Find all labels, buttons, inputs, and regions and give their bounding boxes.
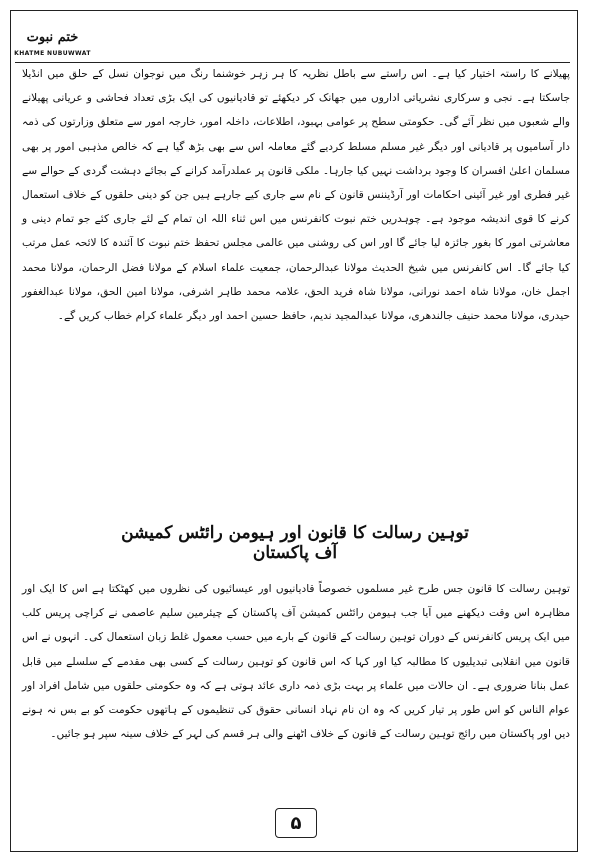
logo-english-text: KHATME NUBUWWAT bbox=[14, 50, 91, 57]
page-number: ۵ bbox=[290, 812, 302, 834]
logo-urdu-text: ختم نبوت bbox=[26, 30, 79, 45]
body-paragraph-1: پھیلانے کا راستہ اختیار کیا ہے۔ اس راستے سے باطل نظریہ کا ہر زہر خوشنما رنگ میں نوجوان نسل کے حلق میں انڈیلا جاسکتا ہے۔ نجی و سرکاری نشریاتی اداروں میں جھانک کر دیکھئے تو قادیانیوں کی ایک بڑی تعداد فحاشی و عریانی پھیلانے والے شعبوں میں نظر آئے گی۔ حکومتی سطح پر عوامی بہبود، اطلاعات، داخلہ امور، خارجہ امور سے متعلق وزارتوں کی ذمہ دار آسامیوں پر قادیانی اور دیگر غیر مسلم مسلط کردیے گئے معاملہ اس سے بھی بڑھ گیا ہے کہ خالص مذہبی امور پر بھی مسلمان اعلیٰ افسران کا وجود برداشت نہیں کیا جارہا۔ ملکی قانون پر عملدرآمد کرانے کے بجائے دہشت گردی کے حوالے سے غیر فطری اور غیر آئینی احکامات اور آرڈیننس قانون کے نام سے جاری کیے جارہے ہیں جن کو دینی حلقوں کے خلاف استعمال کرنے کا قوی اندیشہ موجود ہے۔ چوہدریں ختم نبوت کانفرنس میں اس ثناء اللہ ان تمام کے لئے جاری کئے جو تمام دینی و معاشرتی امور کا بغور جائزہ لیا جائے گا اور اس کی روشنی میں عالمی مجلس تحفظ ختم نبوت کا آئندہ کا لائحہ عمل مرتب کیا جائے گا۔ اس کانفرنس میں شیخ الحدیث مولانا عبدالرحمان، جمعیت علماء اسلام کے مولانا فضل الرحمان، مولانا محمد اجمل خان، مولانا شاہ احمد نورانی، مولانا شاہ فرید الحق، علامہ محمد طاہر اشرفی، مولانا امین الحق، مولانا عبدالغفور حیدری، مولانا محمد حنیف جالندھری، مولانا عبدالمجید ندیم، حافظ حسین احمد اور دیگر علماء کرام خطاب کریں گے۔ bbox=[22, 68, 570, 323]
page-number-box bbox=[275, 808, 317, 838]
body-paragraph-2: توہین رسالت کا قانون جس طرح غیر مسلموں خصوصاً قادیانیوں اور عیسائیوں کی نظروں میں کھٹکتا ہے اس کا ایک اور مظاہرہ اس وقت دیکھنے میں آیا جب ہیومن رائٹس کمیشن آف پاکستان کے چیئرمین سلیم عاصمی نے کراچی پریس کلب میں ایک پریس کانفرنس کے دوران توہین رسالت کے قانون کے بارے میں حسب معمول غلط زبان استعمال کی۔ انہوں نے اس قانون میں انقلابی تبدیلیوں کا مطالبہ کیا اور کہا کہ اس قانون کو توہین رسالت کے کسی بھی مقدمے کے سلسلے میں قابل عمل بنانا ضروری ہے۔ ان حالات میں علماء پر بہت بڑی ذمہ داری عائد ہوتی ہے کہ وہ حکومتی حلقوں میں شامل افراد اور عوام الناس کو اس طور پر تیار کریں کہ وہ ان نام نہاد انسانی حقوق کی تنظیموں کے ہاتھوں حکومت کو بے بس نہ ہونے دیں اور پاکستان میں رائج توہین رسالت کے قانون کے خلاف اٹھنے والی ہر قسم کی لہر کے خلاف سینہ سپر ہو جائیں۔ bbox=[22, 583, 570, 741]
section-heading: توہین رسالت کا قانون اور ہیومن رائٹس کمیشن آف پاکستان bbox=[121, 523, 469, 563]
masthead-logo bbox=[14, 30, 91, 62]
